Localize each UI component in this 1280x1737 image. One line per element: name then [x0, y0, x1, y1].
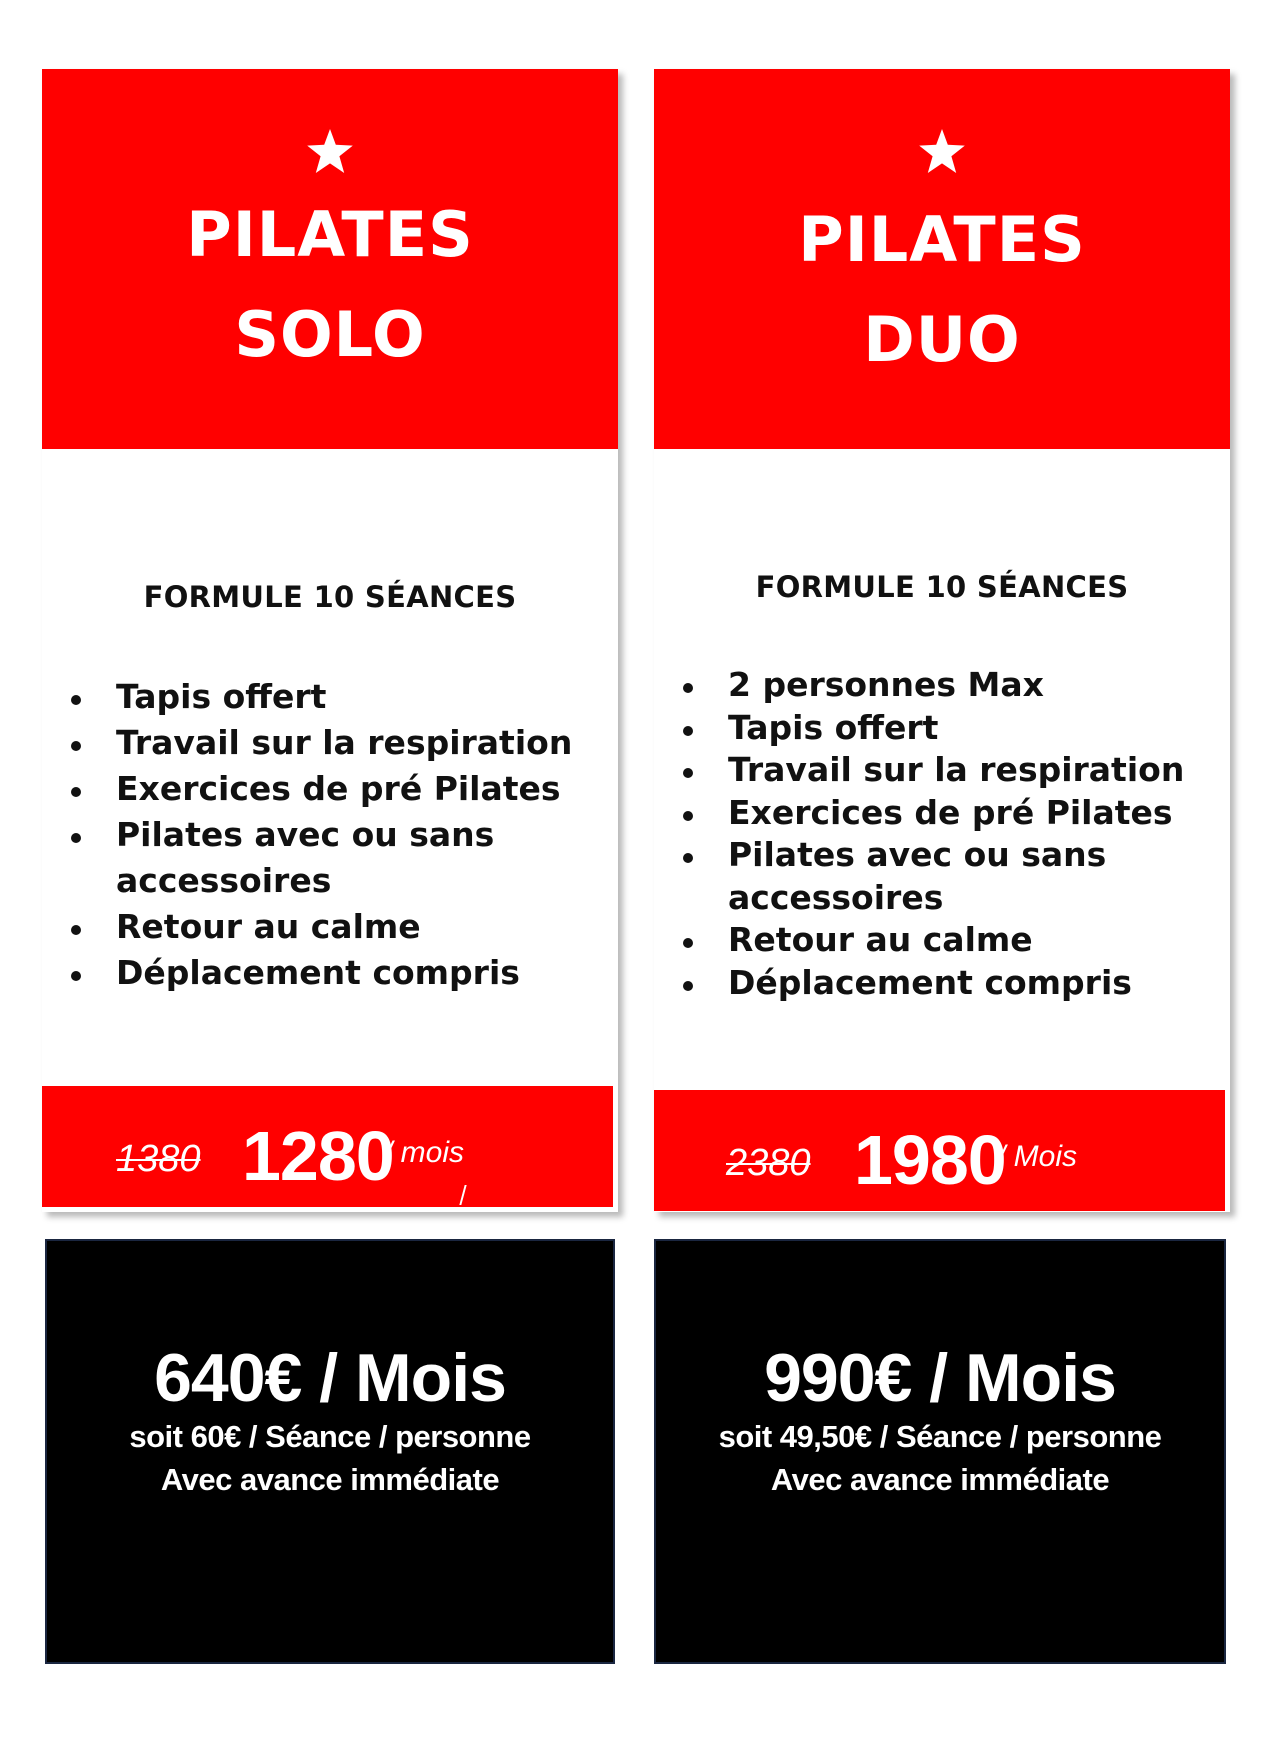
plan-title-line1: PILATES — [798, 203, 1086, 276]
monthly-price: 990€ / Mois — [764, 1340, 1116, 1416]
price-band — [654, 1090, 1225, 1211]
feature-list — [42, 674, 572, 996]
feature-item: Travail sur la respiration — [654, 749, 1184, 792]
old-price: 2380 — [726, 1142, 811, 1184]
per-session-price: soit 60€ / Séance / personne — [129, 1419, 531, 1454]
formula-label: FORMULE 10 SÉANCES — [143, 580, 517, 614]
monthly-price: 640€ / Mois — [154, 1340, 506, 1416]
feature-item: Tapis offert — [42, 674, 572, 720]
feature-item: Retour au calme — [42, 904, 572, 950]
feature-item: 2 personnes Max — [654, 664, 1184, 707]
advance-note: Avec avance immédiate — [160, 1462, 500, 1497]
per-month-label: / Mois — [997, 1140, 1078, 1173]
feature-item: Exercices de pré Pilates — [654, 792, 1184, 835]
feature-item: Déplacement compris — [42, 950, 572, 996]
card-header — [654, 69, 1230, 449]
feature-list — [654, 664, 1184, 1004]
price-band — [42, 1086, 613, 1207]
tick-mark — [459, 1185, 466, 1205]
old-price: 1380 — [116, 1138, 201, 1180]
feature-item: Retour au calme — [654, 919, 1184, 962]
current-price: 1980 — [854, 1121, 1006, 1199]
feature-item: Tapis offert — [654, 707, 1184, 750]
feature-item: Pilates avec ou sans accessoires — [654, 834, 1118, 919]
per-session-price: soit 49,50€ / Séance / personne — [718, 1419, 1162, 1454]
monthly-price-box-duo — [654, 1239, 1226, 1664]
star-icon — [306, 129, 354, 175]
feature-item: Déplacement compris — [654, 962, 1184, 1005]
pricing-card-duo — [654, 69, 1230, 1212]
feature-item: Travail sur la respiration — [42, 720, 572, 766]
plan-title-line2: DUO — [863, 303, 1021, 376]
formula-label: FORMULE 10 SÉANCES — [755, 570, 1129, 604]
plan-title-line2: SOLO — [234, 298, 426, 371]
feature-item: Exercices de pré Pilates — [42, 766, 572, 812]
feature-item: Pilates avec ou sans accessoires — [42, 812, 506, 904]
monthly-price-box-solo — [45, 1239, 615, 1664]
plan-title-line1: PILATES — [186, 198, 474, 271]
advance-note: Avec avance immédiate — [770, 1462, 1110, 1497]
star-icon — [918, 129, 966, 175]
pricing-card-solo — [42, 69, 618, 1212]
current-price: 1280 — [242, 1117, 394, 1195]
card-header — [42, 69, 618, 449]
per-month-label: / mois — [384, 1136, 465, 1169]
